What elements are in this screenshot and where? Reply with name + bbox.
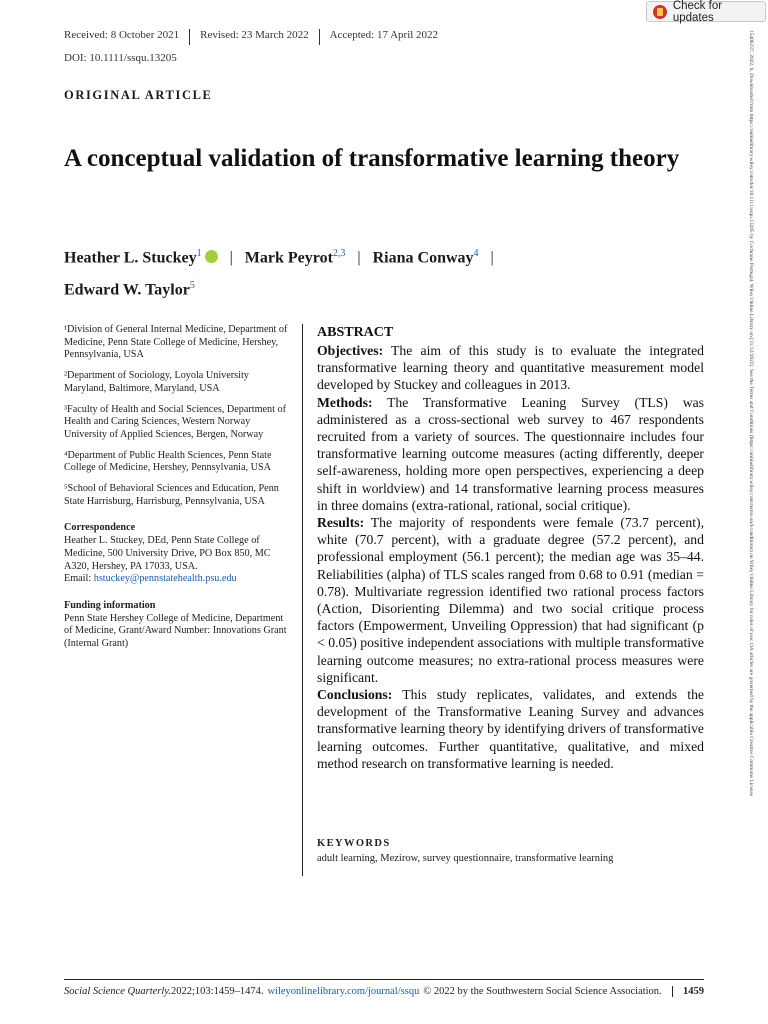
page-footer — [64, 986, 704, 997]
author-affiliation-ref[interactable]: 1 — [196, 248, 202, 259]
affiliation: ³Faculty of Health and Social Sciences, Department of Health and Caring Sciences, Western Norway University of Applied Sciences, Bergen, Norway — [64, 403, 287, 440]
author-name[interactable]: Mark Peyrot — [244, 249, 333, 267]
email-label: Email: — [64, 573, 94, 585]
methods-label: Methods: — [317, 394, 373, 410]
accepted-date: Accepted: 17 April 2022 — [329, 29, 439, 41]
affiliation: ⁴Department of Public Health Sciences, Penn State College of Medicine, Hershey, Pennsylvania, USA — [64, 449, 272, 474]
orcid-icon[interactable] — [205, 250, 218, 263]
author-list — [64, 240, 704, 305]
abstract-heading: ABSTRACT — [317, 325, 394, 340]
author-name[interactable]: Heather L. Stuckey — [64, 249, 197, 267]
funding-text: Penn State Hershey College of Medicine, Department of Medicine, Grant/Award Number: Innovations Grant (Internal Grant) — [64, 612, 287, 650]
page-number: 1459 — [672, 986, 704, 997]
author-separator: | — [490, 249, 494, 267]
column-divider — [302, 324, 303, 876]
author-affiliation-ref[interactable]: 4 — [473, 248, 479, 259]
revised-date: Revised: 23 March 2022 — [200, 29, 319, 45]
check-for-updates-label: Check for updates — [672, 0, 723, 24]
copyright: © 2022 by the Southwestern Social Science Association. — [423, 986, 662, 997]
received-date: Received: 8 October 2021 — [64, 29, 190, 45]
journal-url-link[interactable]: wileyonlinelibrary.com/journal/ssqu — [267, 986, 420, 997]
author-affiliation-ref[interactable]: 5 — [189, 280, 195, 292]
keywords-text: adult learning, Mezirow, survey questionnaire, transformative learning — [317, 853, 614, 864]
download-notice-text: 15406237, 2022, 6, Downloaded from https://onlinelibrary.wiley.com/doi/10.1111/ssqu.13205 by Cochrane Portugal, Wiley Online Library on [31/12/2022]. See the Terms and Conditions (https://onlinelibrary.wiley.com/terms-and-conditions) on Wiley Online Library for rules of use; OA articles are governed by the applicable Creative Commons License — [748, 30, 754, 797]
author-separator: | — [229, 249, 233, 267]
email-link[interactable]: hstuckey@pennstatehealth.psu.edu — [93, 573, 237, 585]
keywords-heading: KEYWORDS — [317, 838, 391, 849]
abstract-objectives — [317, 342, 704, 394]
funding-heading: Funding information — [64, 599, 156, 611]
correspondence-heading: Correspondence — [64, 522, 136, 534]
objectives-text: The aim of this study is to evaluate the integrated transformative learning theory and quantitative measurement model developed by Stuckey and colleagues in 2013. — [317, 343, 704, 393]
affiliation: ¹Division of General Internal Medicine, Department of Medicine, Penn State College of Medicine, Hershey, Pennsylvania, USA — [64, 324, 288, 361]
methods-text: The Transformative Leaning Survey (TLS) was administered as a cross-sectional web survey to 467 respondents recruited from a variety of sources. The questionnaire includes four transformative learning outcome measures (acting differently, deeper self-awareness, holding more open perspectives, experiencing a deep shift in worldview) and 14 transformative learning process measures in three domains (extra-rational, rational, social critique). — [317, 394, 704, 513]
abstract-results — [317, 514, 704, 686]
abstract — [317, 324, 704, 772]
article-dates — [64, 29, 458, 45]
keywords — [317, 838, 704, 864]
footer-divider — [64, 979, 704, 980]
conclusions-text: This study replicates, validates, and extends the development of the Transformative Leaning Survey and advances transformative learning theory by identifying drivers of transformative learning outcomes. Further quantitative, qualitative, and mixed method research on transformative learning is needed. — [317, 687, 704, 771]
abstract-conclusions — [317, 686, 704, 772]
author-affiliation-ref[interactable]: 2,3 — [332, 248, 346, 259]
objectives-label: Objectives: — [317, 343, 384, 358]
author-name[interactable]: Edward W. Taylor — [64, 281, 190, 299]
download-notice-strip — [742, 30, 756, 1010]
affiliation: ²Department of Sociology, Loyola University Maryland, Baltimore, Maryland, USA — [64, 370, 249, 394]
author-name[interactable]: Riana Conway — [372, 249, 474, 267]
journal-name: Social Science Quarterly. — [64, 986, 172, 997]
correspondence-text: Heather L. Stuckey, DEd, Penn State College of Medicine, 500 University Drive, PO Box 850, MC A320, Hershey, PA 17033, USA. — [64, 535, 271, 572]
results-text: The majority of respondents were female (73.7 percent), white (70.7 percent), with a graduate degree (57.2 percent), and professional employment (56.1 percent); the median age was 35–44. Reliabilities (alpha) of TLS scales ranged from 0.68 to 0.91 (median = 0.78). Multivariate regression identified two rational process factors (Action, Disorienting Dilemma) and two social critique process factors (Empowerment, Unveiling Oppression) that had significant (p < 0.05) positive independent associations with multiple transformative learning outcome measures; no extra-rational process measures were significant. — [317, 515, 704, 685]
crossmark-icon — [653, 5, 667, 19]
article-type: ORIGINAL ARTICLE — [64, 88, 213, 102]
results-label: Results: — [317, 515, 365, 531]
affiliation: ⁵School of Behavioral Sciences and Education, Penn State Harrisburg, Harrisburg, Pennsylvania, USA — [64, 483, 279, 507]
correspondence-email — [64, 573, 292, 586]
citation: 2022;103:1459–1474. — [171, 986, 264, 997]
author-separator: | — [357, 249, 361, 267]
sidebar-info — [64, 324, 292, 651]
doi: DOI: 10.1111/ssqu.13205 — [64, 52, 177, 64]
conclusions-label: Conclusions: — [317, 687, 393, 703]
abstract-methods — [317, 394, 704, 514]
article-title: A conceptual validation of transformative learning theory — [64, 145, 680, 172]
check-for-updates-button[interactable] — [646, 1, 766, 22]
